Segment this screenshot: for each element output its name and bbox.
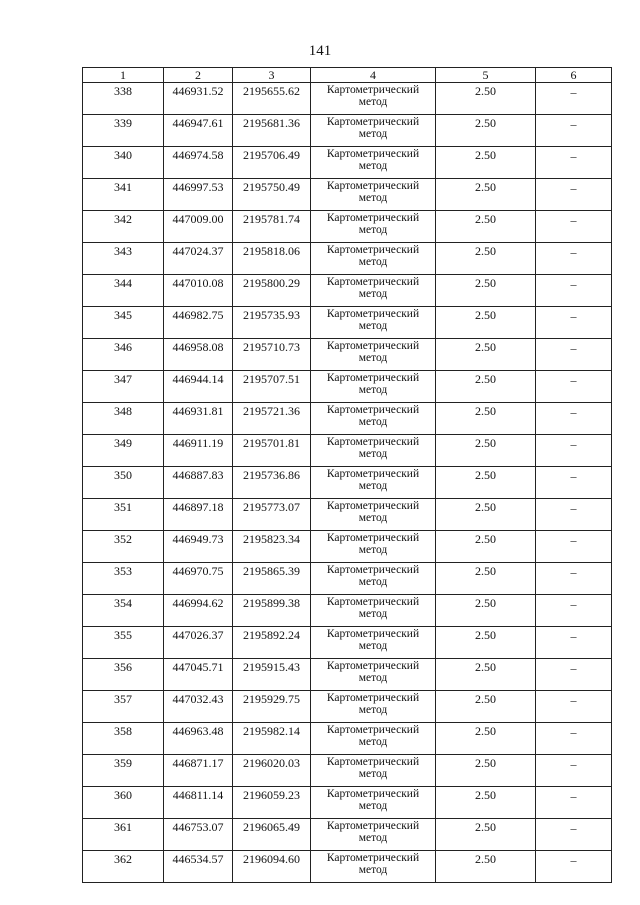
description-cell: – [536, 403, 612, 435]
y-coordinate-cell: 2195750.49 [233, 179, 311, 211]
table-body [83, 83, 612, 883]
accuracy-cell: 2.50 [436, 371, 536, 403]
table-row [83, 179, 612, 211]
x-coordinate-cell: 446887.83 [164, 467, 233, 499]
table-row [83, 147, 612, 179]
method-line-2: метод [358, 864, 388, 876]
method-line-1: Картометрический [326, 212, 420, 224]
accuracy-cell: 2.50 [436, 563, 536, 595]
method-cell [311, 275, 436, 307]
method-cell [311, 723, 436, 755]
x-coordinate-cell: 446982.75 [164, 307, 233, 339]
description-cell: – [536, 723, 612, 755]
description-cell: – [536, 83, 612, 115]
x-coordinate-cell: 447045.71 [164, 659, 233, 691]
method-line-2: метод [358, 768, 388, 780]
method-line-2: метод [358, 192, 388, 204]
x-coordinate-cell: 446931.81 [164, 403, 233, 435]
method-cell [311, 435, 436, 467]
method-line-1: Картометрический [326, 692, 420, 704]
method-line-2: метод [358, 672, 388, 684]
x-coordinate-cell: 446753.07 [164, 819, 233, 851]
point-number-cell: 355 [83, 627, 164, 659]
method-line-2: метод [358, 736, 388, 748]
method-line-2: метод [358, 288, 388, 300]
y-coordinate-cell: 2195929.75 [233, 691, 311, 723]
method-cell [311, 563, 436, 595]
column-header: 6 [536, 68, 612, 83]
y-coordinate-cell: 2195781.74 [233, 211, 311, 243]
point-number-cell: 357 [83, 691, 164, 723]
table-row [83, 307, 612, 339]
x-coordinate-cell: 446534.57 [164, 851, 233, 883]
method-line-1: Картометрический [326, 532, 420, 544]
x-coordinate-cell: 446997.53 [164, 179, 233, 211]
accuracy-cell: 2.50 [436, 723, 536, 755]
y-coordinate-cell: 2195982.14 [233, 723, 311, 755]
page-number: 141 [308, 43, 332, 59]
y-coordinate-cell: 2196020.03 [233, 755, 311, 787]
description-cell: – [536, 211, 612, 243]
accuracy-cell: 2.50 [436, 499, 536, 531]
description-cell: – [536, 499, 612, 531]
method-line-1: Картометрический [326, 628, 420, 640]
x-coordinate-cell: 447010.08 [164, 275, 233, 307]
description-cell: – [536, 627, 612, 659]
table-row [83, 275, 612, 307]
column-header: 3 [233, 68, 311, 83]
point-number-cell: 343 [83, 243, 164, 275]
accuracy-cell: 2.50 [436, 595, 536, 627]
y-coordinate-cell: 2195710.73 [233, 339, 311, 371]
point-number-cell: 344 [83, 275, 164, 307]
method-cell [311, 659, 436, 691]
method-cell [311, 595, 436, 627]
table-row [83, 467, 612, 499]
method-line-1: Картометрический [326, 148, 420, 160]
x-coordinate-cell: 446911.19 [164, 435, 233, 467]
accuracy-cell: 2.50 [436, 691, 536, 723]
y-coordinate-cell: 2196065.49 [233, 819, 311, 851]
x-coordinate-cell: 446897.18 [164, 499, 233, 531]
accuracy-cell: 2.50 [436, 339, 536, 371]
table-row [83, 627, 612, 659]
accuracy-cell: 2.50 [436, 531, 536, 563]
method-line-2: метод [358, 320, 388, 332]
y-coordinate-cell: 2195707.51 [233, 371, 311, 403]
method-line-1: Картометрический [326, 404, 420, 416]
table-row [83, 403, 612, 435]
y-coordinate-cell: 2195915.43 [233, 659, 311, 691]
column-header: 4 [311, 68, 436, 83]
description-cell: – [536, 595, 612, 627]
method-line-2: метод [358, 96, 388, 108]
y-coordinate-cell: 2195736.86 [233, 467, 311, 499]
table-row [83, 595, 612, 627]
method-line-2: метод [358, 384, 388, 396]
method-line-1: Картометрический [326, 788, 420, 800]
method-line-1: Картометрический [326, 244, 420, 256]
point-number-cell: 341 [83, 179, 164, 211]
method-line-2: метод [358, 416, 388, 428]
method-cell [311, 371, 436, 403]
header-row [83, 68, 612, 83]
method-line-1: Картометрический [326, 180, 420, 192]
point-number-cell: 362 [83, 851, 164, 883]
method-cell [311, 499, 436, 531]
method-line-1: Картометрический [326, 660, 420, 672]
table-row [83, 243, 612, 275]
accuracy-cell: 2.50 [436, 851, 536, 883]
coordinates-table [82, 67, 612, 883]
method-cell [311, 147, 436, 179]
description-cell: – [536, 563, 612, 595]
description-cell: – [536, 435, 612, 467]
accuracy-cell: 2.50 [436, 179, 536, 211]
method-line-1: Картометрический [326, 116, 420, 128]
x-coordinate-cell: 446931.52 [164, 83, 233, 115]
y-coordinate-cell: 2195701.81 [233, 435, 311, 467]
method-line-2: метод [358, 160, 388, 172]
method-line-1: Картометрический [326, 852, 420, 864]
description-cell: – [536, 275, 612, 307]
table-row [83, 83, 612, 115]
accuracy-cell: 2.50 [436, 467, 536, 499]
method-cell [311, 691, 436, 723]
x-coordinate-cell: 447009.00 [164, 211, 233, 243]
accuracy-cell: 2.50 [436, 403, 536, 435]
method-line-2: метод [358, 512, 388, 524]
point-number-cell: 346 [83, 339, 164, 371]
method-cell [311, 211, 436, 243]
accuracy-cell: 2.50 [436, 115, 536, 147]
point-number-cell: 359 [83, 755, 164, 787]
method-line-1: Картометрический [326, 756, 420, 768]
y-coordinate-cell: 2195735.93 [233, 307, 311, 339]
method-line-1: Картометрический [326, 340, 420, 352]
point-number-cell: 349 [83, 435, 164, 467]
method-line-1: Картометрический [326, 500, 420, 512]
description-cell: – [536, 371, 612, 403]
accuracy-cell: 2.50 [436, 819, 536, 851]
accuracy-cell: 2.50 [436, 307, 536, 339]
x-coordinate-cell: 446811.14 [164, 787, 233, 819]
method-line-2: метод [358, 480, 388, 492]
y-coordinate-cell: 2195818.06 [233, 243, 311, 275]
point-number-cell: 348 [83, 403, 164, 435]
method-cell [311, 339, 436, 371]
method-cell [311, 819, 436, 851]
method-line-1: Картометрический [326, 276, 420, 288]
method-line-2: метод [358, 256, 388, 268]
description-cell: – [536, 531, 612, 563]
accuracy-cell: 2.50 [436, 627, 536, 659]
point-number-cell: 338 [83, 83, 164, 115]
table-row [83, 499, 612, 531]
point-number-cell: 342 [83, 211, 164, 243]
table-row [83, 211, 612, 243]
point-number-cell: 358 [83, 723, 164, 755]
x-coordinate-cell: 446944.14 [164, 371, 233, 403]
x-coordinate-cell: 446974.58 [164, 147, 233, 179]
method-line-2: метод [358, 800, 388, 812]
table-row [83, 115, 612, 147]
table-row [83, 371, 612, 403]
accuracy-cell: 2.50 [436, 275, 536, 307]
method-line-2: метод [358, 128, 388, 140]
method-line-2: метод [358, 224, 388, 236]
table-row [83, 787, 612, 819]
method-line-1: Картометрический [326, 436, 420, 448]
x-coordinate-cell: 446994.62 [164, 595, 233, 627]
y-coordinate-cell: 2195865.39 [233, 563, 311, 595]
y-coordinate-cell: 2195655.62 [233, 83, 311, 115]
description-cell: – [536, 339, 612, 371]
method-cell [311, 787, 436, 819]
point-number-cell: 352 [83, 531, 164, 563]
description-cell: – [536, 307, 612, 339]
point-number-cell: 347 [83, 371, 164, 403]
method-cell [311, 531, 436, 563]
table-row [83, 819, 612, 851]
description-cell: – [536, 755, 612, 787]
method-line-2: метод [358, 704, 388, 716]
method-cell [311, 467, 436, 499]
y-coordinate-cell: 2195800.29 [233, 275, 311, 307]
method-line-1: Картометрический [326, 84, 420, 96]
method-line-2: метод [358, 608, 388, 620]
x-coordinate-cell: 446970.75 [164, 563, 233, 595]
table-row [83, 563, 612, 595]
y-coordinate-cell: 2195892.24 [233, 627, 311, 659]
method-cell [311, 403, 436, 435]
accuracy-cell: 2.50 [436, 83, 536, 115]
method-cell [311, 115, 436, 147]
table-header [83, 68, 612, 83]
y-coordinate-cell: 2195823.34 [233, 531, 311, 563]
method-cell [311, 851, 436, 883]
point-number-cell: 360 [83, 787, 164, 819]
table-row [83, 659, 612, 691]
point-number-cell: 361 [83, 819, 164, 851]
method-line-1: Картометрический [326, 564, 420, 576]
method-line-1: Картометрический [326, 724, 420, 736]
description-cell: – [536, 851, 612, 883]
point-number-cell: 345 [83, 307, 164, 339]
method-line-1: Картометрический [326, 308, 420, 320]
method-line-2: метод [358, 640, 388, 652]
x-coordinate-cell: 446949.73 [164, 531, 233, 563]
method-cell [311, 755, 436, 787]
method-line-2: метод [358, 448, 388, 460]
y-coordinate-cell: 2195721.36 [233, 403, 311, 435]
method-line-1: Картометрический [326, 596, 420, 608]
y-coordinate-cell: 2196094.60 [233, 851, 311, 883]
method-line-2: метод [358, 832, 388, 844]
accuracy-cell: 2.50 [436, 243, 536, 275]
method-line-1: Картометрический [326, 820, 420, 832]
description-cell: – [536, 691, 612, 723]
description-cell: – [536, 115, 612, 147]
table-row [83, 755, 612, 787]
point-number-cell: 354 [83, 595, 164, 627]
description-cell: – [536, 179, 612, 211]
method-line-1: Картометрический [326, 372, 420, 384]
table-row [83, 531, 612, 563]
x-coordinate-cell: 446947.61 [164, 115, 233, 147]
column-header: 1 [83, 68, 164, 83]
table-row [83, 723, 612, 755]
table-row [83, 435, 612, 467]
column-header: 2 [164, 68, 233, 83]
y-coordinate-cell: 2195773.07 [233, 499, 311, 531]
x-coordinate-cell: 447032.43 [164, 691, 233, 723]
table-row [83, 339, 612, 371]
x-coordinate-cell: 447024.37 [164, 243, 233, 275]
method-line-1: Картометрический [326, 468, 420, 480]
point-number-cell: 350 [83, 467, 164, 499]
column-header: 5 [436, 68, 536, 83]
method-cell [311, 243, 436, 275]
y-coordinate-cell: 2195706.49 [233, 147, 311, 179]
x-coordinate-cell: 446958.08 [164, 339, 233, 371]
accuracy-cell: 2.50 [436, 435, 536, 467]
description-cell: – [536, 467, 612, 499]
method-cell [311, 307, 436, 339]
x-coordinate-cell: 447026.37 [164, 627, 233, 659]
table-row [83, 851, 612, 883]
method-cell [311, 179, 436, 211]
method-line-2: метод [358, 352, 388, 364]
method-line-2: метод [358, 544, 388, 556]
accuracy-cell: 2.50 [436, 659, 536, 691]
point-number-cell: 353 [83, 563, 164, 595]
method-cell [311, 627, 436, 659]
description-cell: – [536, 659, 612, 691]
point-number-cell: 356 [83, 659, 164, 691]
accuracy-cell: 2.50 [436, 755, 536, 787]
accuracy-cell: 2.50 [436, 211, 536, 243]
y-coordinate-cell: 2195899.38 [233, 595, 311, 627]
table-row [83, 691, 612, 723]
method-line-2: метод [358, 576, 388, 588]
accuracy-cell: 2.50 [436, 147, 536, 179]
y-coordinate-cell: 2196059.23 [233, 787, 311, 819]
point-number-cell: 340 [83, 147, 164, 179]
point-number-cell: 351 [83, 499, 164, 531]
description-cell: – [536, 819, 612, 851]
y-coordinate-cell: 2195681.36 [233, 115, 311, 147]
x-coordinate-cell: 446963.48 [164, 723, 233, 755]
description-cell: – [536, 243, 612, 275]
x-coordinate-cell: 446871.17 [164, 755, 233, 787]
description-cell: – [536, 787, 612, 819]
description-cell: – [536, 147, 612, 179]
accuracy-cell: 2.50 [436, 787, 536, 819]
point-number-cell: 339 [83, 115, 164, 147]
method-cell [311, 83, 436, 115]
